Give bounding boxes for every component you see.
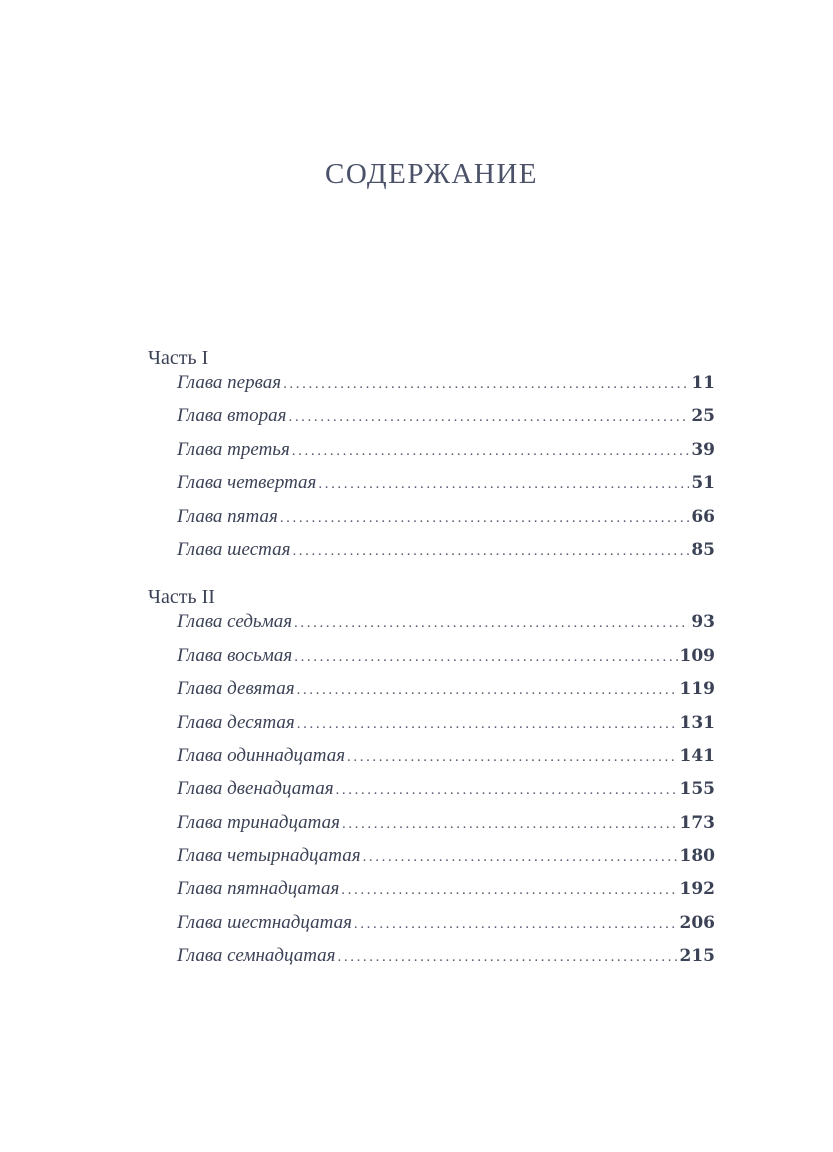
toc-entry[interactable] (148, 912, 715, 945)
toc-entry[interactable] (148, 539, 715, 572)
toc-entry[interactable] (148, 645, 715, 678)
page-number: 155 (679, 779, 715, 800)
page-number: 131 (679, 712, 715, 733)
dot-leader (342, 816, 678, 833)
table-of-contents (148, 344, 715, 990)
page-number: 173 (679, 812, 715, 833)
part-2 (148, 583, 715, 978)
toc-entry[interactable] (148, 405, 715, 438)
dot-leader (347, 749, 677, 766)
toc-entry[interactable] (148, 506, 715, 539)
chapter-title: Глава первая (177, 372, 282, 393)
page-number: 25 (691, 406, 715, 427)
chapter-title: Глава девятая (177, 678, 295, 700)
chapter-title: Глава четвертая (177, 472, 317, 494)
dot-leader (297, 716, 678, 733)
dot-leader (297, 682, 678, 699)
page-number: 141 (679, 745, 715, 766)
page-number: 215 (679, 946, 715, 967)
page-number: 206 (679, 912, 715, 933)
chapter-title: Глава одиннадцатая (177, 744, 346, 766)
page-number: 119 (679, 679, 715, 700)
dot-leader (363, 849, 678, 866)
toc-entry[interactable] (148, 678, 715, 711)
page-number: 180 (679, 846, 715, 867)
dot-leader (283, 376, 689, 393)
chapter-title: Глава десятая (177, 711, 295, 733)
page-title: СОДЕРЖАНИЕ (325, 158, 538, 190)
chapter-title: Глава седьмая (177, 611, 293, 633)
toc-entry[interactable] (148, 611, 715, 644)
page-number: 93 (691, 612, 715, 633)
chapter-title: Глава шестая (177, 538, 291, 560)
toc-entry[interactable] (148, 778, 715, 811)
toc-entry[interactable] (148, 439, 715, 472)
toc-entry[interactable] (148, 845, 715, 878)
chapter-title: Глава тринадцатая (177, 811, 340, 833)
dot-leader (341, 882, 677, 899)
page-number: 192 (679, 879, 715, 900)
chapter-title: Глава двенадцатая (177, 778, 334, 800)
dot-leader (292, 443, 690, 460)
dot-leader (294, 615, 689, 632)
toc-entry[interactable] (148, 945, 715, 978)
page-number: 51 (691, 473, 715, 494)
chapter-title: Глава восьмая (177, 644, 293, 666)
dot-leader (336, 782, 678, 799)
part-title: Часть II (148, 586, 215, 609)
dot-leader (354, 916, 678, 933)
chapter-title: Глава четырнадцатая (177, 845, 361, 867)
toc-entry[interactable] (148, 812, 715, 845)
toc-entry[interactable] (148, 878, 715, 911)
toc-entry[interactable] (148, 472, 715, 505)
dot-leader (294, 649, 677, 666)
dot-leader (338, 949, 678, 966)
toc-entry[interactable] (148, 745, 715, 778)
dot-leader (280, 510, 690, 527)
dot-leader (318, 476, 689, 493)
chapter-title: Глава вторая (177, 405, 287, 427)
toc-entry[interactable] (148, 712, 715, 745)
part-1 (148, 344, 715, 572)
chapter-title: Глава семнадцатая (177, 945, 336, 967)
page-number: 85 (691, 539, 715, 560)
chapter-title: Глава третья (177, 438, 290, 460)
chapter-title: Глава пятнадцатая (177, 878, 340, 900)
toc-entry[interactable] (148, 372, 715, 405)
chapter-title: Глава пятая (177, 505, 278, 527)
page-number: 39 (691, 439, 715, 460)
chapter-title: Глава шестнадцатая (177, 911, 352, 933)
part-title: Часть I (148, 347, 209, 369)
page-number: 66 (691, 506, 715, 527)
dot-leader (292, 543, 689, 560)
page-number: 109 (679, 645, 715, 666)
dot-leader (288, 409, 689, 426)
page-number: 11 (691, 373, 715, 393)
